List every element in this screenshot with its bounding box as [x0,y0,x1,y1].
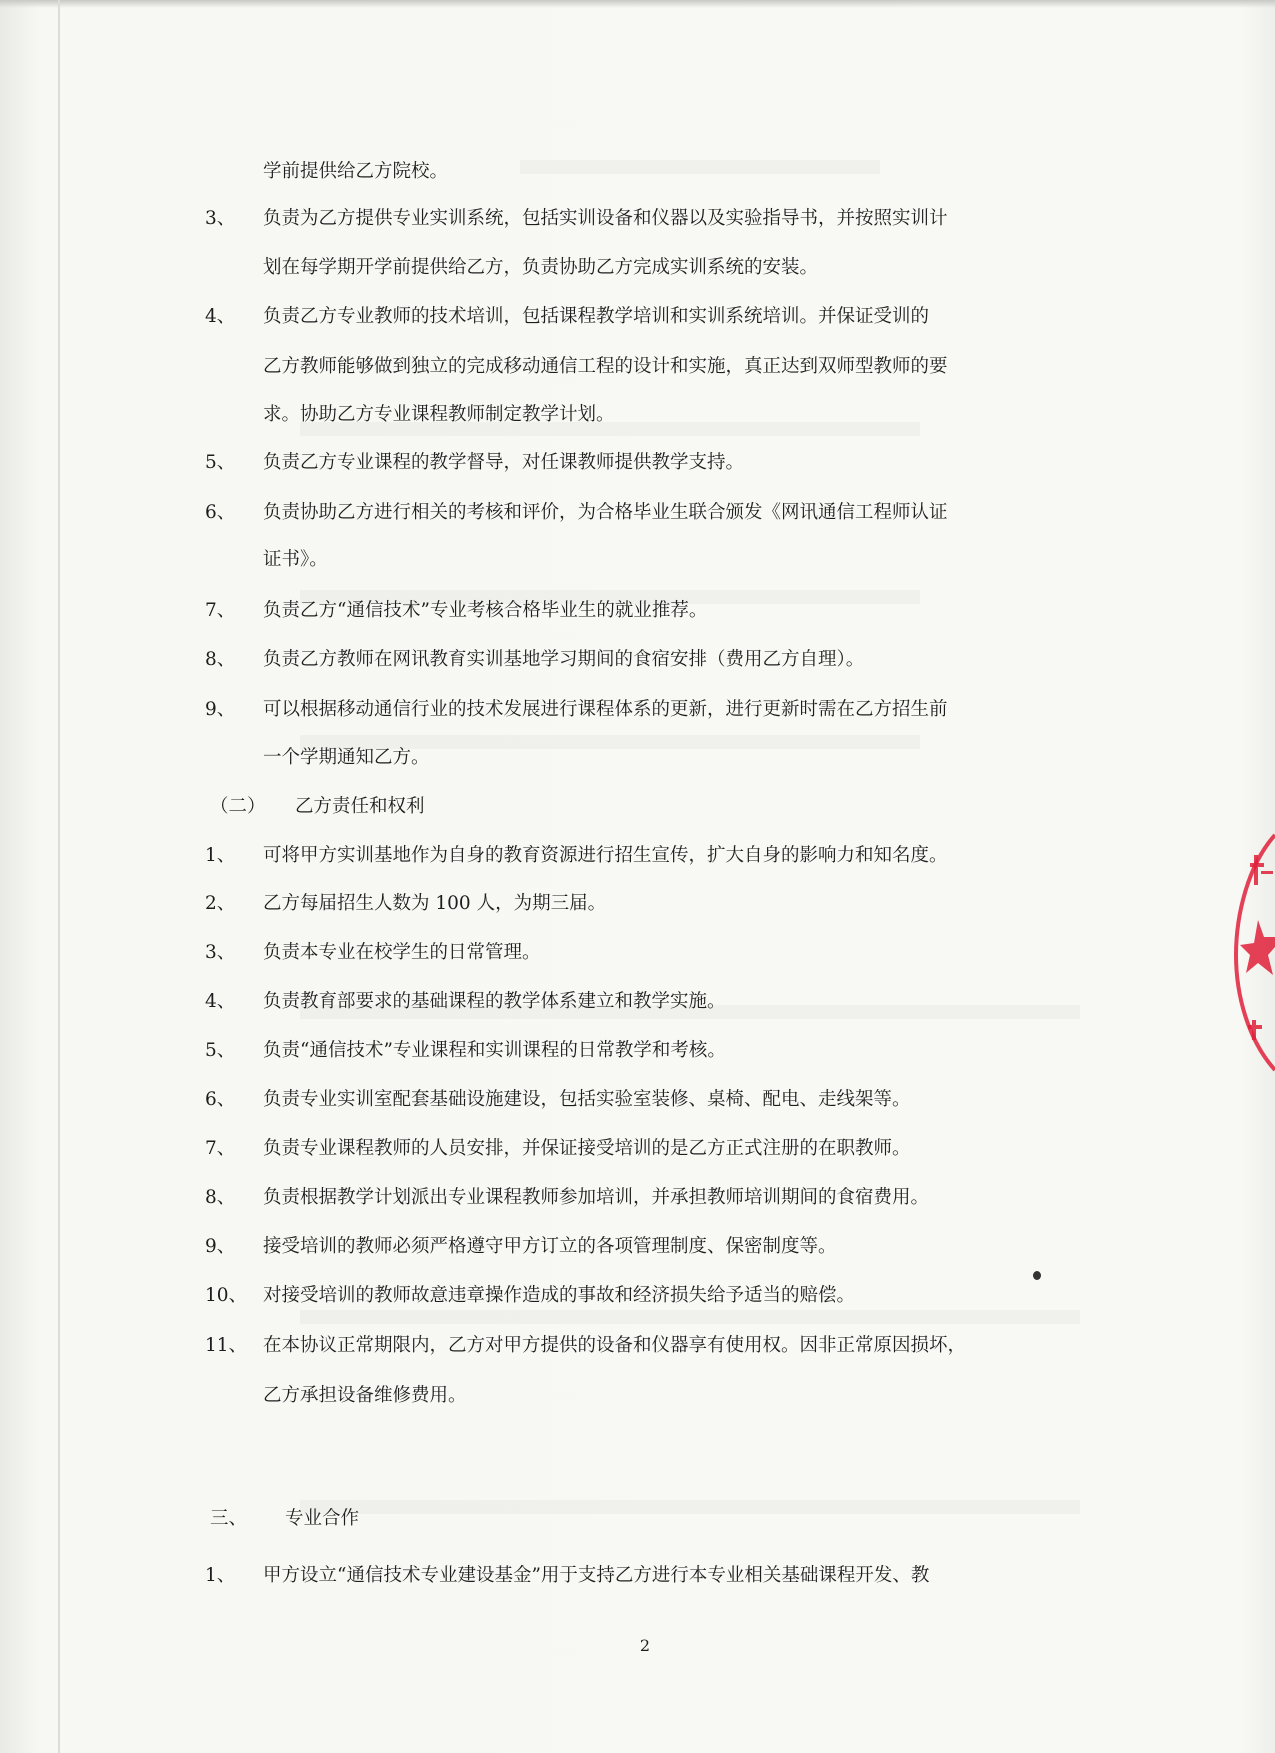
list-item-number: 7、 [205,1138,236,1159]
list-item-number: 2、 [205,893,236,914]
list-item-number: 3、 [205,942,236,963]
list-item-text: 对接受培训的教师故意违章操作造成的事故和经济损失给予适当的赔偿。 [263,1285,856,1306]
list-item-text: 可以根据移动通信行业的技术发展进行课程体系的更新，进行更新时需在乙方招生前 [263,699,948,720]
list-item-text: 可将甲方实训基地作为自身的教育资源进行招生宣传，扩大自身的影响力和知名度。 [263,845,948,866]
list-item-text: 负责“通信技术”专业课程和实训课程的日常教学和考核。 [263,1040,726,1061]
section-title: 专业合作 [285,1508,360,1529]
list-item-text: 证书》。 [263,549,328,570]
list-item-number: 11、 [205,1335,248,1356]
list-item-number: 9、 [205,699,236,720]
list-item-text: 划在每学期开学前提供给乙方，负责协助乙方完成实训系统的安装。 [263,257,819,278]
list-item-text: 求。协助乙方专业课程教师制定教学计划。 [263,404,615,425]
page-number: 2 [639,1636,651,1655]
list-item-text: 负责教育部要求的基础课程的教学体系建立和教学实施。 [263,991,726,1012]
list-item-text: 负责本专业在校学生的日常管理。 [263,942,541,963]
list-item-number: 1、 [205,845,236,866]
subsection-title: 乙方责任和权利 [295,796,425,817]
list-item-text: 负责乙方专业教师的技术培训，包括课程教学培训和实训系统培训。并保证受训的 [263,306,930,327]
subsection-number: （二） [210,796,266,817]
list-item-number: 4、 [205,991,236,1012]
list-item-text: 负责为乙方提供专业实训系统，包括实训设备和仪器以及实验指导书，并按照实训计 [263,208,948,229]
list-item-number: 4、 [205,306,236,327]
list-item-text: 负责专业课程教师的人员安排，并保证接受培训的是乙方正式注册的在职教师。 [263,1138,911,1159]
list-item-text: 一个学期通知乙方。 [263,747,430,768]
list-item-number: 6、 [205,1089,236,1110]
list-item-number: 9、 [205,1236,236,1257]
list-item-number: 10、 [205,1285,248,1306]
list-item-text: 负责乙方教师在网讯教育实训基地学习期间的食宿安排（费用乙方自理）。 [263,649,865,670]
list-item-text: 负责专业实训室配套基础设施建设，包括实验室装修、桌椅、配电、走线架等。 [263,1089,911,1110]
section-number: 三、 [210,1508,248,1529]
list-item-number: 8、 [205,649,236,670]
list-item-number: 6、 [205,502,236,523]
list-item-text: 负责根据教学计划派出专业课程教师参加培训，并承担教师培训期间的食宿费用。 [263,1187,930,1208]
list-item-text: 乙方承担设备维修费用。 [263,1385,467,1406]
list-item-text: 乙方教师能够做到独立的完成移动通信工程的设计和实施，真正达到双师型教师的要 [263,356,948,377]
list-item-text: 甲方设立“通信技术专业建设基金”用于支持乙方进行本专业相关基础课程开发、教 [263,1565,930,1586]
list-item-text: 在本协议正常期限内，乙方对甲方提供的设备和仪器享有使用权。因非正常原因损坏， [263,1335,967,1356]
list-item-text: 负责协助乙方进行相关的考核和评价，为合格毕业生联合颁发《网讯通信工程师认证 [263,502,948,523]
list-item-text: 乙方每届招生人数为 100 人，为期三届。 [263,893,607,914]
list-item-text: 学前提供给乙方院校。 [263,161,449,182]
list-item-number: 8、 [205,1187,236,1208]
list-item-text: 负责乙方专业课程的教学督导，对任课教师提供教学支持。 [263,452,745,473]
list-item-number: 1、 [205,1565,236,1586]
list-item-number: 7、 [205,600,236,621]
list-item-number: 5、 [205,1040,236,1061]
list-item-text: 接受培训的教师必须严格遵守甲方订立的各项管理制度、保密制度等。 [263,1236,837,1257]
list-item-number: 3、 [205,208,236,229]
list-item-number: 5、 [205,452,236,473]
list-item-text: 负责乙方“通信技术”专业考核合格毕业生的就业推荐。 [263,600,708,621]
